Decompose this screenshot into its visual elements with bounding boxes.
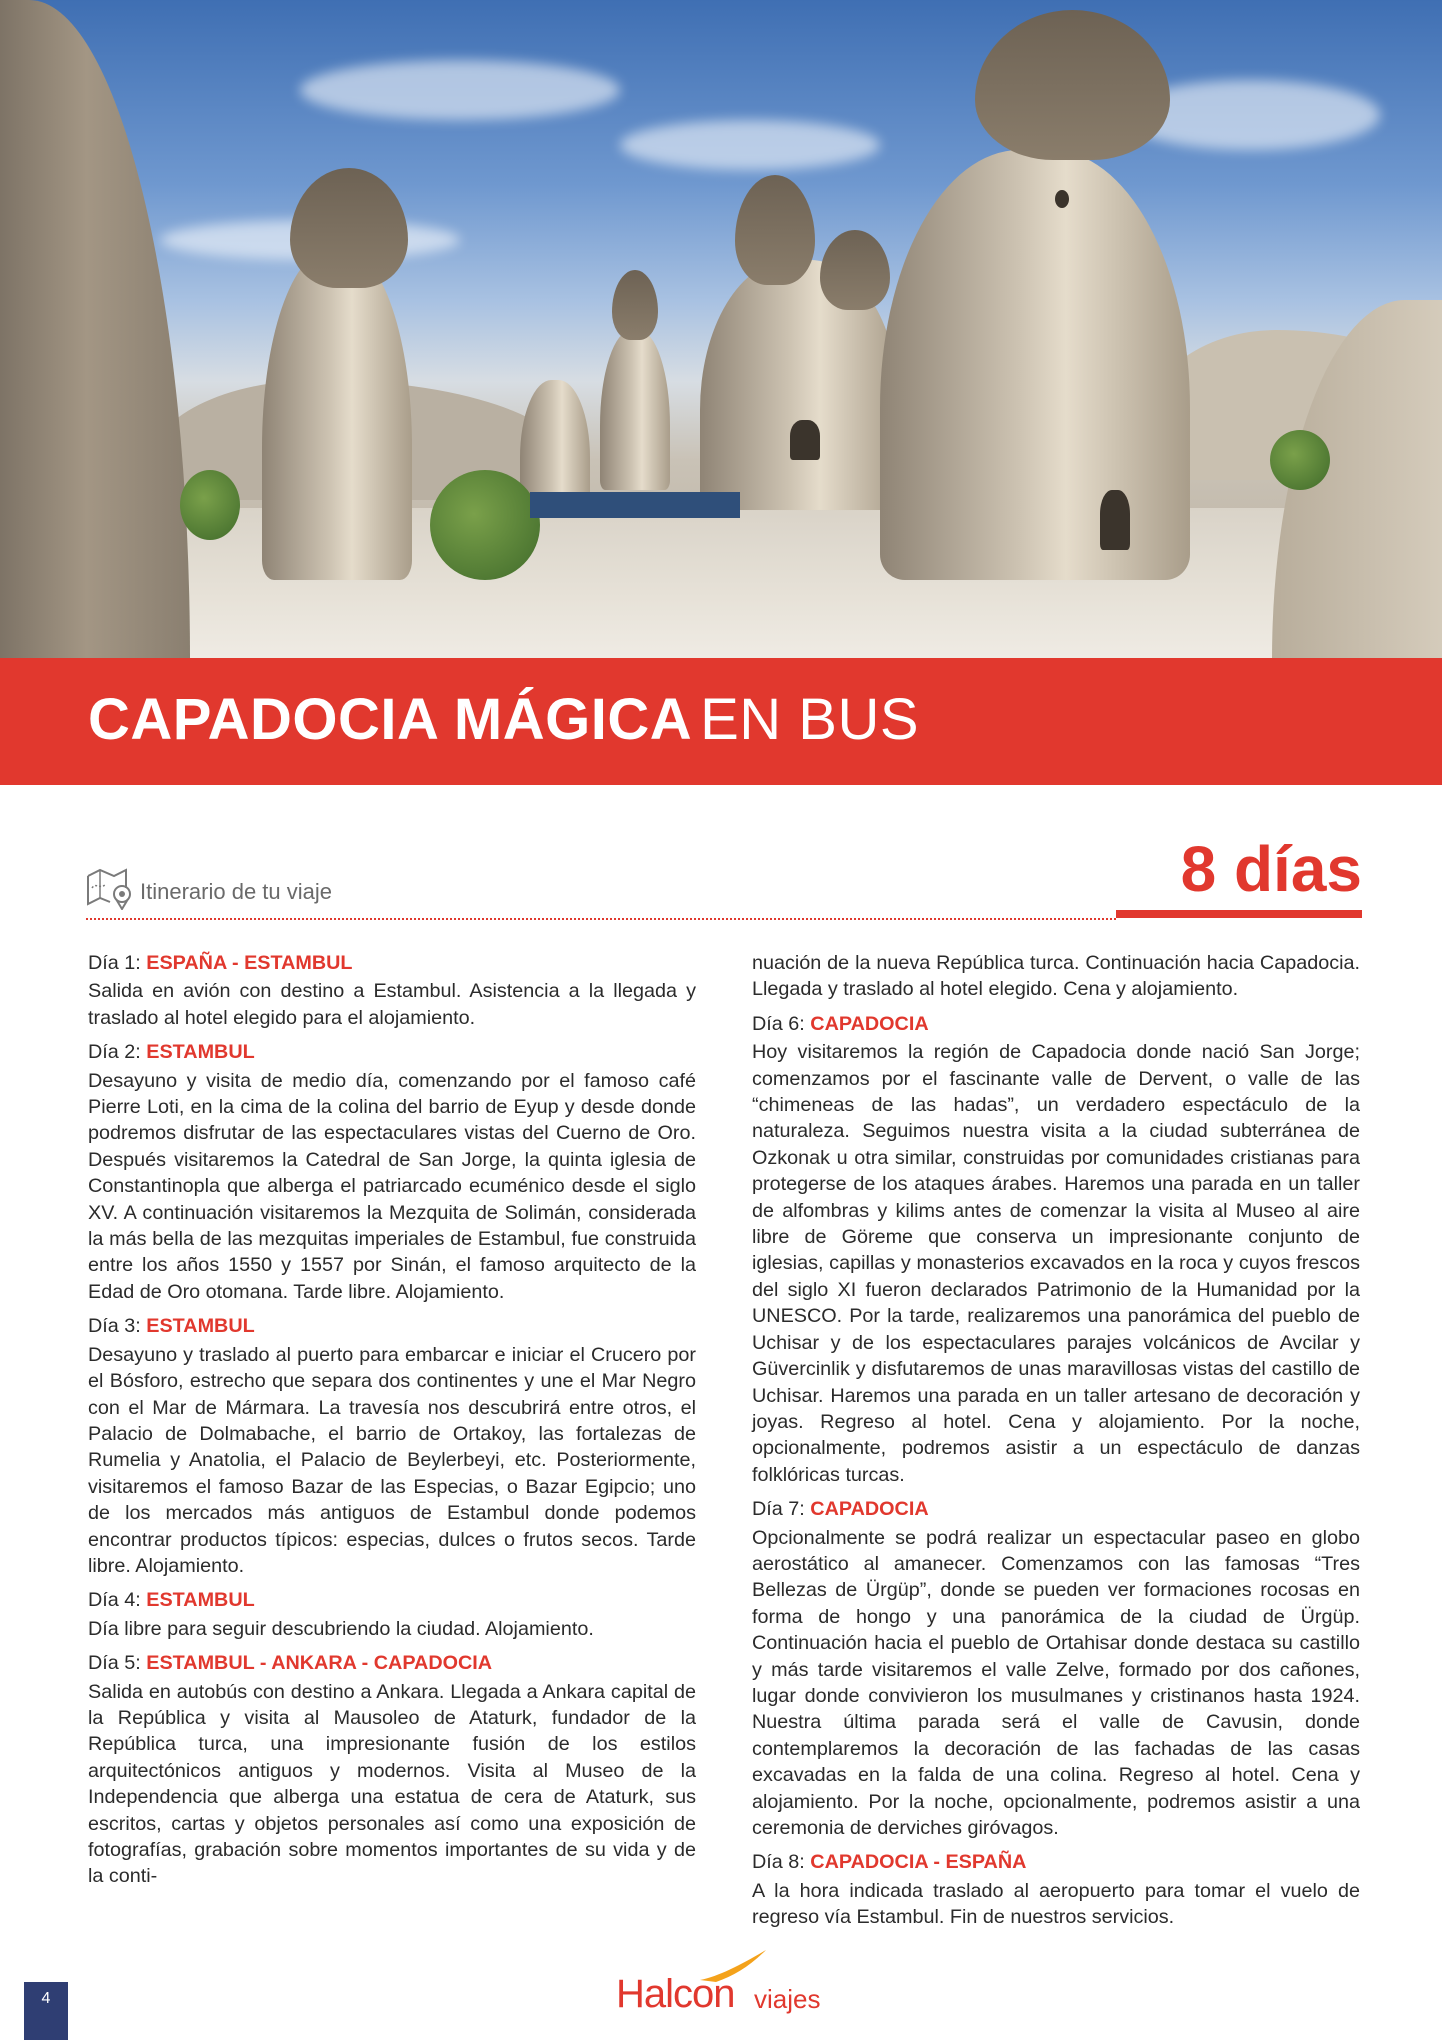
day-description: Día libre para seguir descubriendo la ciudad. Alojamiento.	[88, 1617, 594, 1640]
day-heading	[88, 950, 696, 976]
day-description: Opcionalmente se podrá realizar un espectacular paseo en globo aerostático al amanecer. Comenzamos con las famosas “Tres Bellezas de Ürgüp”, donde se pueden ver formaciones rocosas en forma de hongo y una panorámica de la ciudad de Ürgüp. Continuación hacia el pueblo de Ortahisar donde destaca su castillo y más tarde visitaremos el valle Zelve, formado por dos cañones, lugar donde convivieron los musulmanes y cristinanos hasta 1924. Nuestra última parada será el valle de Cavusin, donde contemplaremos la decoración de las fachadas de las casas excavadas en la falda de una colina. Regreso al hotel. Cena y alojamiento. Por la noche, opcionalmente, podremos asistir a una ceremonia de derviches giróvagos.	[752, 1526, 1360, 1839]
day-number: Día 8:	[752, 1851, 805, 1874]
day-heading	[752, 1011, 1360, 1037]
day-destination: ESTAMBUL - ANKARA - CAPADOCIA	[146, 1652, 493, 1675]
day-2	[88, 1039, 696, 1305]
day-destination: CAPADOCIA	[810, 1012, 929, 1035]
day-heading	[752, 1849, 1360, 1875]
day-description: Desayuno y visita de medio día, comenzando por el famoso café Pierre Loti, en la cima de la colina del barrio de Eyup y desde donde podremos disfrutar de las espectaculares vistas del Cuerno de Oro. Después visitaremos la Catedral de San Jorge, la quinta iglesia de Constantinopla que alberga el patriarcado ecuménico desde el siglo XV. A continuación visitaremos la Mezquita de Solimán, considerada la más bella de las mezquitas imperiales de Estambul, fue construida entre los años 1550 y 1557 por Sinán, el famoso arquitecto de la Edad de Oro otomana. Tarde libre. Alojamiento.	[88, 1069, 696, 1303]
duration-underline	[1116, 910, 1362, 918]
itinerary-column-right	[752, 950, 1360, 1939]
day-4	[88, 1587, 696, 1642]
day-number: Día 3:	[88, 1315, 141, 1338]
day-description: Salida en avión con destino a Estambul. Asistencia a la llegada y traslado al hotel elegido para el alojamiento.	[88, 980, 696, 1029]
day-number: Día 1:	[88, 952, 141, 974]
day-number: Día 4:	[88, 1589, 141, 1612]
day-number: Día 6:	[752, 1012, 805, 1035]
day-destination: CAPADOCIA	[810, 1498, 929, 1521]
day-5	[88, 1650, 696, 1890]
day-heading	[88, 1039, 696, 1065]
day-number: Día 5:	[88, 1652, 141, 1675]
halcon-viajes-logo	[616, 1946, 856, 2026]
day-1	[88, 950, 696, 1031]
day-7	[752, 1496, 1360, 1841]
title-sub: EN BUS	[700, 687, 920, 752]
day-heading	[88, 1313, 696, 1339]
day-destination: ESTAMBUL	[146, 1315, 255, 1338]
logo-sub-text: viajes	[754, 1984, 821, 2014]
logo-main-text: Halcon	[616, 1972, 735, 2016]
day-destination: ESTAMBUL	[146, 1041, 255, 1064]
day-8	[752, 1849, 1360, 1930]
hero-photo	[0, 0, 1442, 658]
day-number: Día 7:	[752, 1498, 805, 1521]
day-3	[88, 1313, 696, 1579]
title-main: CAPADOCIA MÁGICA	[88, 687, 693, 752]
day-description: A la hora indicada traslado al aeropuerto para tomar el vuelo de regreso vía Estambul. Fin de nuestros servicios.	[752, 1879, 1360, 1929]
page-title	[88, 686, 919, 753]
day-6	[752, 1011, 1360, 1488]
day-destination: ESTAMBUL	[146, 1589, 255, 1612]
itinerary-label: Itinerario de tu viaje	[140, 879, 332, 904]
title-band	[0, 658, 1442, 785]
day-number: Día 2:	[88, 1041, 141, 1064]
day-description: Desayuno y traslado al puerto para embarcar e iniciar el Crucero por el Bósforo, estrecho que separa dos continentes y une el Mar Negro con el Mar de Mármara. La travesía nos descubrirá entre otros, el Palacio de Dolmabache, el barrio de Ortakoy, las fortalezas de Rumelia y Anatolia, el Palacio de Beylerbeyi, etc. Posteriormente, visitaremos el famoso Bazar de las Especias, o Bazar Egipcio; uno de los mercados más antiguos de Estambul donde podemos encontrar productos típicos: especias, dulces o frutos secos. Tarde libre. Alojamiento.	[88, 1343, 696, 1577]
day-5-continuation: nuación de la nueva República turca. Continuación hacia Capadocia. Llegada y traslado al hotel elegido. Cena y alojamiento.	[752, 952, 1360, 1001]
page-number: 4	[24, 1982, 68, 2040]
divider	[86, 918, 1116, 920]
day-description: Salida en autobús con destino a Ankara. Llegada a Ankara capital de la República y visita al Mausoleo de Ataturk, fundador de la República turca, una impresionante fusión de los estilos arquitectónicos antiguos y modernos. Visita al Museo de la Independencia que alberga una estatua de cera de Ataturk, sus escritos, cartas y objetos personales así como una exposición de fotografías, grabación sobre momentos importantes de su vida y de la conti-	[88, 1680, 696, 1888]
day-destination: CAPADOCIA - ESPAÑA	[810, 1851, 1027, 1874]
day-destination: ESPAÑA - ESTAMBUL	[146, 952, 353, 974]
map-pin-icon	[86, 866, 134, 910]
day-heading	[88, 1587, 696, 1613]
itinerary-column-left	[88, 950, 696, 1898]
day-heading	[88, 1650, 696, 1676]
day-heading	[752, 1496, 1360, 1522]
day-description: Hoy visitaremos la región de Capadocia donde nació San Jorge; comenzamos por el fascinante valle de Dervent, o valle de las “chimeneas de las hadas”, un verdadero espectáculo de la naturaleza. Seguimos nuestra visita a la ciudad subterránea de Ozkonak u otra similar, construidas por comunidades cristianas para protegerse de los ataques árabes. Haremos una parada en un taller de alfombras y kilims antes de comenzar la visita al Museo al aire libre de Göreme que conserva un impresionante conjunto de iglesias, capillas y monasterios excavados en la roca y cuyos frescos del siglo XI fueron declarados Patrimonio de la Humanidad por la UNESCO. Por la tarde, realizaremos una panorámica del pueblo de Uchisar y de los espectaculares parajes volcánicos de Avcilar y Güvercinlik y disfutaremos de unas maravillosas vistas del castillo de Uchisar. Haremos una parada en un taller artesano de decoración y joyas. Regreso al hotel. Cena y alojamiento. Por la noche, opcionalmente, podremos asistir a un espectáculo de danzas folklóricas turcas.	[752, 1041, 1360, 1486]
trip-duration: 8 días	[1180, 833, 1362, 905]
